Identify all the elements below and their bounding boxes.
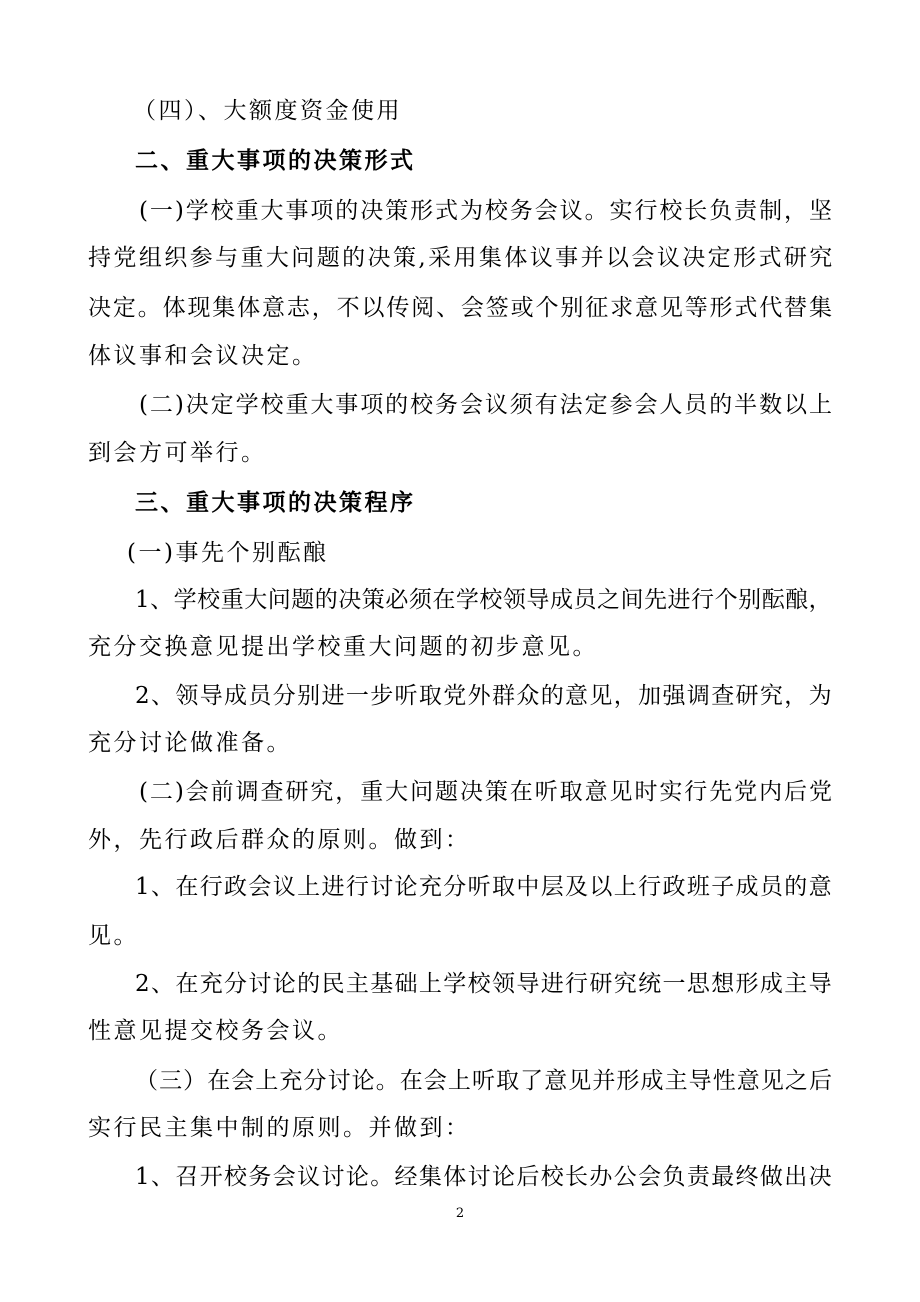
paragraph-line: （三）在会上充分讨论。在会上听取了意见并形成主导性意见之后 (135, 1068, 834, 1094)
paragraph-line: 决定。体现集体意志，不以传阅、会签或个别征求意见等形式代替集 (88, 295, 834, 321)
paragraph-line: 1、学校重大问题的决策必须在学校领导成员之间先进行个别酝酿， (135, 587, 833, 613)
paragraph-line: 2、领导成员分别进一步听取党外群众的意见，加强调查研究，为 (135, 683, 833, 709)
section-heading-decision-procedure: 三、重大事项的决策程序 (135, 489, 416, 516)
paragraph-line: 性意见提交校务会议。 (88, 1018, 343, 1044)
paragraph-line: 实行民主集中制的原则。并做到： (88, 1115, 471, 1141)
section-heading-decision-form: 二、重大事项的决策形式 (135, 147, 416, 174)
paragraph-line: 持党组织参与重大问题的决策,采用集体议事并以会议决定形式研究 (88, 245, 835, 271)
paragraph-line: 1、召开校务会议讨论。经集体讨论后校长办公会负责最终做出决 (135, 1164, 833, 1190)
paragraph-line: 2、在充分讨论的民主基础上学校领导进行研究统一思想形成主导 (135, 971, 833, 997)
paragraph-line: 充分讨论做准备。 (88, 730, 292, 756)
item-large-fund-use: （四）、大额度资金使用 (133, 98, 402, 124)
paragraph-line: (一)学校重大事项的决策形式为校务会议。实行校长负责制，坚 (139, 198, 834, 224)
paragraph-line: (二)决定学校重大事项的校务会议须有法定参会人员的半数以上 (139, 392, 834, 418)
paragraph-line: 到会方可举行。 (88, 440, 267, 466)
paragraph-line: 充分交换意见提出学校重大问题的初步意见。 (88, 634, 598, 660)
paragraph-line: 体议事和会议决定。 (88, 343, 318, 369)
paragraph-line: 见。 (88, 923, 139, 949)
paragraph-line: (二)会前调查研究，重大问题决策在听取意见时实行先党内后党 (139, 779, 834, 805)
page-number: 2 (455, 1206, 465, 1221)
paragraph-line: 外，先行政后群众的原则。做到： (88, 827, 471, 853)
subheading-line: (一)事先个别酝酿 (127, 540, 329, 566)
paragraph-line: 1、在行政会议上进行讨论充分听取中层及以上行政班子成员的意 (135, 874, 833, 900)
